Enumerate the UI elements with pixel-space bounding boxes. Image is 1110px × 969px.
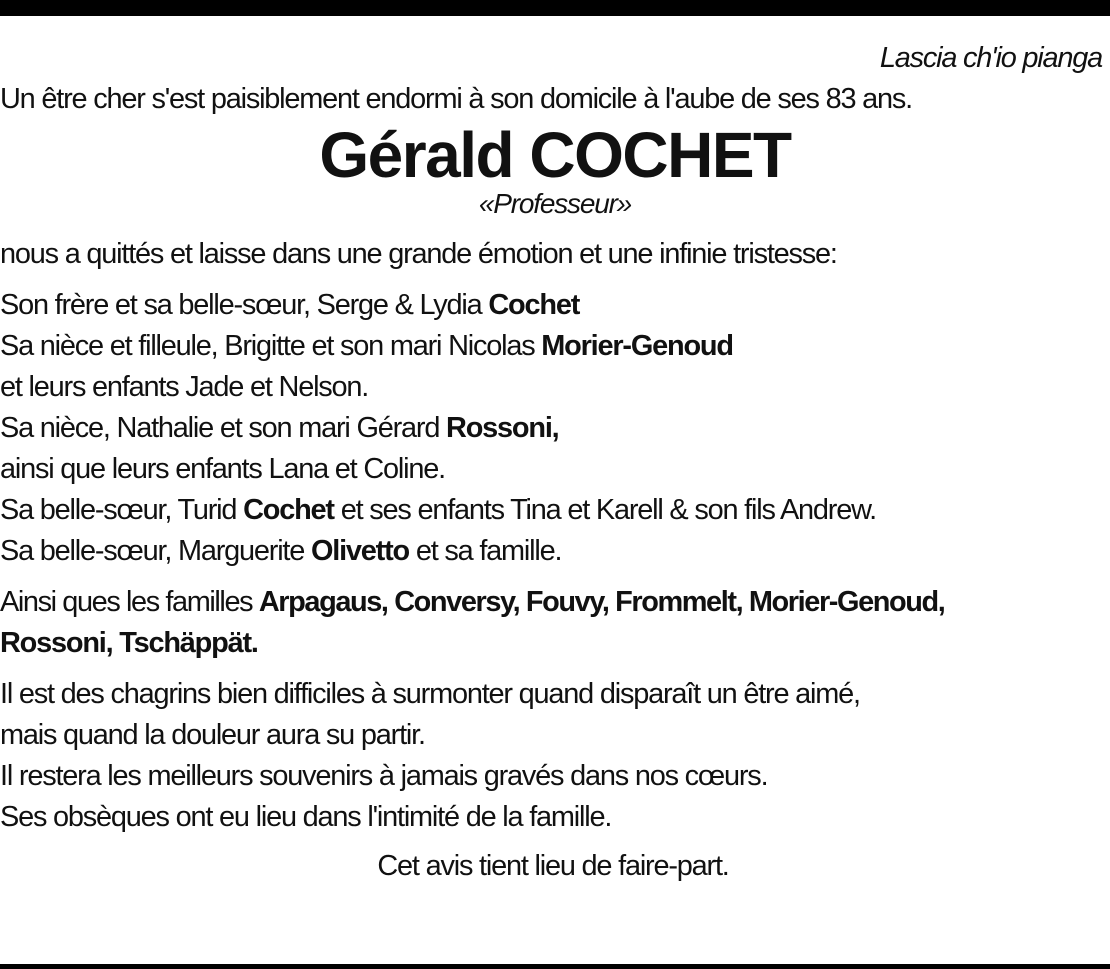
departure-line: nous a quittés et laisse dans une grande émotion et une infinie tristesse: [0, 238, 837, 270]
family-line: ainsi que leurs enfants Lana et Coline. [0, 453, 445, 485]
families-list [0, 582, 1110, 664]
obituary-content [0, 38, 1110, 887]
deceased-name: Gérald COCHET [319, 119, 791, 191]
family-line: Sa belle-sœur, Marguerite Olivetto et sa famille. [0, 535, 562, 567]
notice-line: Cet avis tient lieu de faire-part. [377, 850, 729, 882]
family-line: Sa nièce et filleule, Brigitte et son mari Nicolas Morier-Genoud [0, 330, 733, 362]
closing-line: Il est des chagrins bien difficiles à surmonter quand disparaît un être aimé, [0, 678, 860, 710]
family-line: Son frère et sa belle-sœur, Serge & Lydia Cochet [0, 289, 580, 321]
family-line: et leurs enfants Jade et Nelson. [0, 371, 369, 403]
closing-line: Il restera les meilleurs souvenirs à jamais gravés dans nos cœurs. [0, 760, 768, 792]
intro-line: Un être cher s'est paisiblement endormi à son domicile à l'aube de ses 83 ans. [0, 83, 913, 115]
families-line-1: Ainsi ques les familles Arpagaus, Conversy, Fouvy, Frommelt, Morier-Genoud, [0, 586, 945, 618]
closing-line: Ses obsèques ont eu lieu dans l'intimité de la famille. [0, 801, 612, 833]
families-line-2: Rossoni, Tschäppät. [0, 627, 258, 659]
family-list [0, 285, 1110, 572]
family-line: Sa nièce, Nathalie et son mari Gérard Rossoni, [0, 412, 559, 444]
epigraph: Lascia ch'io pianga [879, 42, 1103, 74]
top-rule [0, 0, 1110, 16]
closing-text [0, 674, 1110, 838]
bottom-rule [0, 964, 1110, 969]
closing-line: mais quand la douleur aura su partir. [0, 719, 425, 751]
deceased-profession: «Professeur» [478, 188, 632, 219]
family-line: Sa belle-sœur, Turid Cochet et ses enfants Tina et Karell & son fils Andrew. [0, 494, 876, 526]
